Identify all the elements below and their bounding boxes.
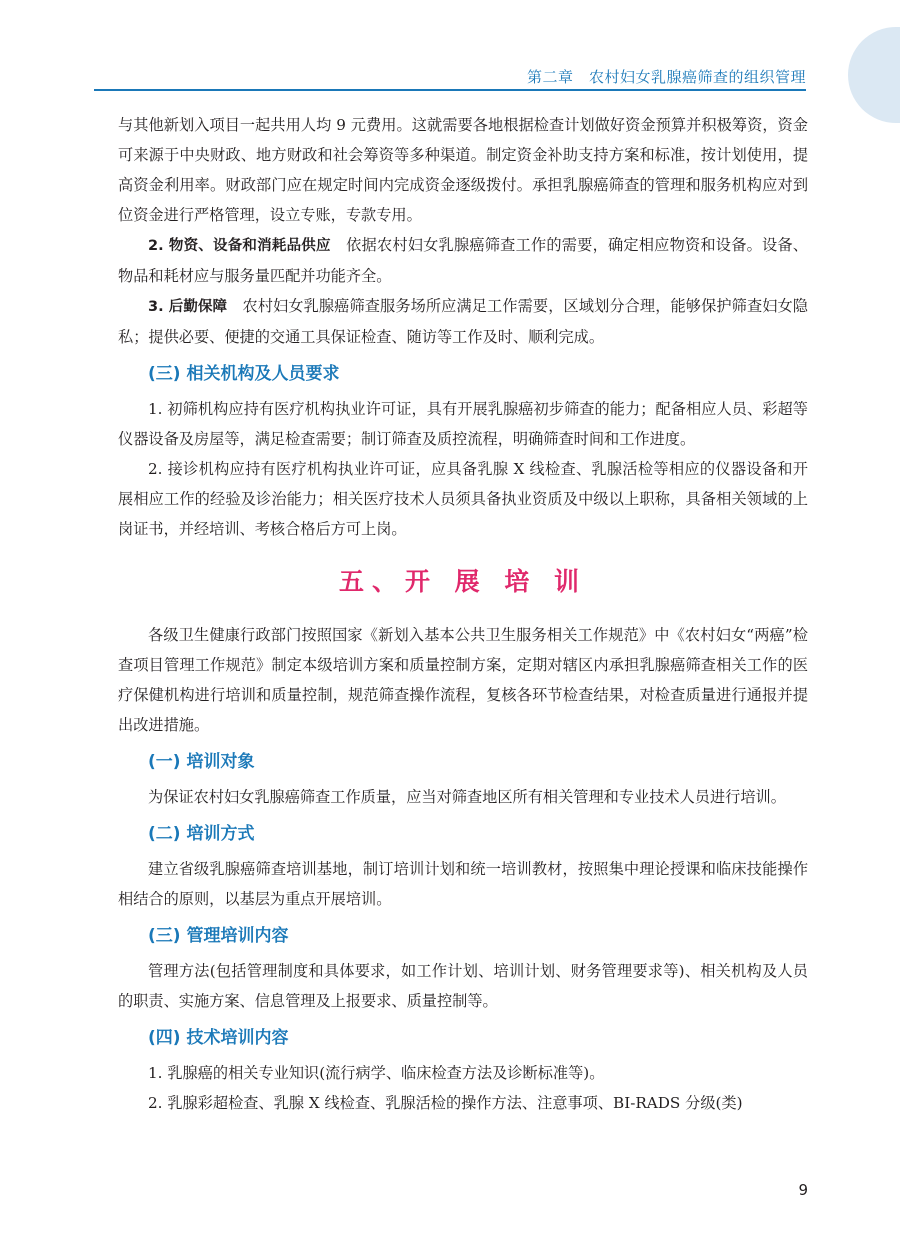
paragraph-supplies — [118, 230, 808, 291]
page-number: 9 — [798, 1181, 808, 1199]
logistics-text: 农村妇女乳腺癌筛查服务场所应满足工作需要，区域划分合理，能够保护筛查妇女隐私；提供必要、便捷的交通工具保证检查、随访等工作及时、顺利完成。 — [118, 297, 808, 346]
heading-training-methods: (二) 培训方式 — [148, 824, 255, 844]
paragraph-management-training: 管理方法(包括管理制度和具体要求，如工作计划、培训计划、财务管理要求等)、相关机构及人员的职责、实施方案、信息管理及上报要求、质量控制等。 — [118, 962, 808, 1010]
paragraph-training-intro: 各级卫生健康行政部门按照国家《新划入基本公共卫生服务相关工作规范》中《农村妇女“两癌”检查项目管理工作规范》制定本级培训方案和质量控制方案，定期对辖区内承担乳腺癌筛查相关工作的医疗保健机构进行培训和质量控制，规范筛查操作流程，复核各环节检查结果，对检查质量进行通报并提出改进措施。 — [118, 626, 808, 734]
paragraph-referral-institution: 2. 接诊机构应持有医疗机构执业许可证，应具备乳腺 X 线检查、乳腺活检等相应的仪器设备和开展相应工作的经验及诊治能力；相关医疗技术人员须具备执业资质及中级以上职称，具备相关领域的上岗证书，并经培训、考核合格后方可上岗。 — [118, 460, 808, 538]
paragraph-screening-institution: 1. 初筛机构应持有医疗机构执业许可证，具有开展乳腺癌初步筛查的能力；配备相应人员、彩超等仪器设备及房屋等，满足检查需要；制订筛查及质控流程，明确筛查时间和工作进度。 — [118, 400, 808, 448]
running-header-title: 第二章 农村妇女乳腺癌筛查的组织管理 — [526, 68, 806, 86]
chapter-tab-decoration — [848, 27, 900, 123]
supplies-label: 2. 物资、设备和消耗品供应 — [148, 238, 331, 254]
supplies-text: 依据农村妇女乳腺癌筛查工作的需要，确定相应物资和设备。设备、物品和耗材应与服务量匹配并功能齐全。 — [118, 236, 808, 285]
header-rule — [94, 89, 806, 91]
list-item: 1. 乳腺癌的相关专业知识(流行病学、临床检查方法及诊断标准等)。 — [148, 1064, 605, 1082]
heading-institution-requirements: (三) 相关机构及人员要求 — [148, 364, 340, 384]
paragraph-training-targets: 为保证农村妇女乳腺癌筛查工作质量，应当对筛查地区所有相关管理和专业技术人员进行培训。 — [148, 788, 786, 806]
paragraph-funding: 与其他新划入项目一起共用人均 9 元费用。这就需要各地根据检查计划做好资金预算并积极筹资，资金可来源于中央财政、地方财政和社会筹资等多种渠道。制定资金补助支持方案和标准，按计划使用，提高资金利用率。财政部门应在规定时间内完成资金逐级拨付。承担乳腺癌筛查的管理和服务机构应对到位资金进行严格管理，设立专账，专款专用。 — [118, 116, 808, 224]
list-item: 2. 乳腺彩超检查、乳腺 X 线检查、乳腺活检的操作方法、注意事项、BI-RADS 分级(类) — [148, 1094, 743, 1112]
paragraph-logistics — [118, 291, 808, 352]
heading-training-targets: (一) 培训对象 — [148, 752, 255, 772]
section-title-training: 五、开 展 培 训 — [338, 567, 588, 596]
paragraph-training-methods: 建立省级乳腺癌筛查培训基地，制订培训计划和统一培训教材，按照集中理论授课和临床技能操作相结合的原则，以基层为重点开展培训。 — [118, 860, 808, 908]
heading-management-training: (三) 管理培训内容 — [148, 926, 289, 946]
page-content — [118, 110, 808, 1118]
heading-technical-training: (四) 技术培训内容 — [148, 1028, 289, 1048]
logistics-label: 3. 后勤保障 — [148, 299, 228, 315]
